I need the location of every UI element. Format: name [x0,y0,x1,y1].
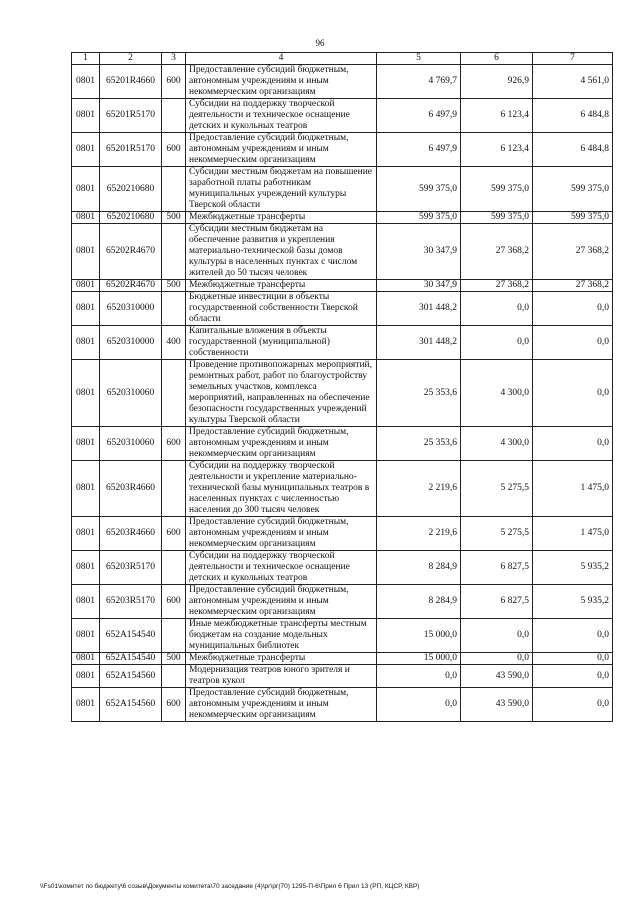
amount-year2-cell: 599 375,0 [461,167,533,212]
amount-year2-cell: 0,0 [461,619,533,653]
amount-year3-cell: 5 935,2 [533,585,613,619]
amount-year3-cell: 1 475,0 [533,461,613,517]
amount-year1-cell: 30 347,9 [377,280,461,292]
description-cell: Предоставление субсидий бюджетным, автономным учреждениям и иным некоммерческим организациям [186,688,377,722]
section-code-cell: 0801 [72,427,100,461]
description-cell: Субсидии на поддержку творческой деятельности и укрепление материально-технической базы муниципальных театров в населенных пунктах с численностью населения до 300 тысяч человек [186,461,377,517]
amount-year1-cell: 599 375,0 [377,167,461,212]
expense-type-cell [162,551,186,585]
target-article-cell: 65202R4670 [100,280,162,292]
column-header: 5 [377,53,461,65]
amount-year3-cell: 27 368,2 [533,224,613,280]
expense-type-cell: 500 [162,653,186,665]
amount-year1-cell: 30 347,9 [377,224,461,280]
expense-type-cell [162,665,186,688]
section-code-cell: 0801 [72,167,100,212]
target-article-cell: 65201R5170 [100,133,162,167]
description-cell: Предоставление субсидий бюджетным, автономным учреждениям и иным некоммерческим организациям [186,517,377,551]
amount-year1-cell: 301 448,2 [377,292,461,326]
target-article-cell: 652A154540 [100,619,162,653]
table-row [72,133,613,167]
section-code-cell: 0801 [72,517,100,551]
section-code-cell: 0801 [72,133,100,167]
target-article-cell: 6520310000 [100,292,162,326]
description-cell: Предоставление субсидий бюджетным, автономным учреждениям и иным некоммерческим организациям [186,65,377,99]
table-row [72,665,613,688]
target-article-cell: 6520310060 [100,427,162,461]
table-row [72,99,613,133]
table-row [72,326,613,360]
header-row [72,53,613,65]
amount-year3-cell: 599 375,0 [533,212,613,224]
table-row [72,653,613,665]
amount-year3-cell: 0,0 [533,427,613,461]
footer-file-path: \\Fs01\комитет по бюджету\6 созыв\Документы комитета\70 заседание (4)\рг\рг(70) 1295-П-6\Прил 6 Прил 13 (РП, КЦСР, КВР) [40,883,420,890]
amount-year1-cell: 0,0 [377,665,461,688]
expense-type-cell [162,99,186,133]
target-article-cell: 65203R4660 [100,517,162,551]
section-code-cell: 0801 [72,224,100,280]
amount-year1-cell: 6 497,9 [377,133,461,167]
amount-year3-cell: 0,0 [533,653,613,665]
amount-year3-cell: 6 484,8 [533,133,613,167]
amount-year3-cell: 1 475,0 [533,517,613,551]
column-header: 6 [461,53,533,65]
amount-year2-cell: 4 300,0 [461,360,533,427]
description-cell: Проведение противопожарных мероприятий, ремонтных работ, работ по благоустройству земельных участков, комплекса мероприятий, направленных на обеспечение безопасности государственных учреждений культуры Тверской области [186,360,377,427]
expense-type-cell: 600 [162,585,186,619]
table-row [72,461,613,517]
target-article-cell: 6520210680 [100,167,162,212]
amount-year2-cell: 0,0 [461,653,533,665]
table-row [72,212,613,224]
description-cell: Межбюджетные трансферты [186,280,377,292]
table-row [72,65,613,99]
amount-year3-cell: 0,0 [533,619,613,653]
table-row [72,280,613,292]
target-article-cell: 65203R4660 [100,461,162,517]
amount-year3-cell: 599 375,0 [533,167,613,212]
expense-type-cell: 500 [162,212,186,224]
amount-year1-cell: 2 219,6 [377,461,461,517]
amount-year1-cell: 6 497,9 [377,99,461,133]
amount-year2-cell: 4 300,0 [461,427,533,461]
amount-year1-cell: 15 000,0 [377,653,461,665]
table-row [72,517,613,551]
table-row [72,427,613,461]
description-cell: Капитальные вложения в объекты государственной (муниципальной) собственности [186,326,377,360]
expense-type-cell [162,167,186,212]
amount-year1-cell: 25 353,6 [377,427,461,461]
target-article-cell: 65203R5170 [100,585,162,619]
amount-year2-cell: 6 827,5 [461,551,533,585]
amount-year1-cell: 301 448,2 [377,326,461,360]
expense-type-cell [162,619,186,653]
target-article-cell: 6520310000 [100,326,162,360]
expense-type-cell: 500 [162,280,186,292]
amount-year2-cell: 43 590,0 [461,665,533,688]
amount-year1-cell: 15 000,0 [377,619,461,653]
target-article-cell: 652A154560 [100,665,162,688]
amount-year2-cell: 0,0 [461,292,533,326]
amount-year3-cell: 4 561,0 [533,65,613,99]
table-row [72,167,613,212]
expense-type-cell: 400 [162,326,186,360]
table-row [72,619,613,653]
target-article-cell: 652A154560 [100,688,162,722]
section-code-cell: 0801 [72,619,100,653]
section-code-cell: 0801 [72,653,100,665]
amount-year2-cell: 6 827,5 [461,585,533,619]
column-header: 3 [162,53,186,65]
expense-type-cell: 600 [162,427,186,461]
amount-year3-cell: 6 484,8 [533,99,613,133]
amount-year3-cell: 0,0 [533,665,613,688]
section-code-cell: 0801 [72,688,100,722]
description-cell: Субсидии на поддержку творческой деятельности и техническое оснащение детских и кукольных театров [186,99,377,133]
amount-year1-cell: 8 284,9 [377,585,461,619]
amount-year1-cell: 2 219,6 [377,517,461,551]
expense-type-cell: 600 [162,65,186,99]
amount-year1-cell: 25 353,6 [377,360,461,427]
section-code-cell: 0801 [72,461,100,517]
target-article-cell: 65203R5170 [100,551,162,585]
table-row [72,688,613,722]
table-row [72,224,613,280]
section-code-cell: 0801 [72,292,100,326]
amount-year3-cell: 27 368,2 [533,280,613,292]
amount-year1-cell: 0,0 [377,688,461,722]
target-article-cell: 65201R5170 [100,99,162,133]
section-code-cell: 0801 [72,212,100,224]
amount-year3-cell: 0,0 [533,292,613,326]
amount-year2-cell: 0,0 [461,326,533,360]
section-code-cell: 0801 [72,585,100,619]
column-header: 4 [186,53,377,65]
column-header: 2 [100,53,162,65]
column-header: 7 [533,53,613,65]
description-cell: Межбюджетные трансферты [186,653,377,665]
section-code-cell: 0801 [72,665,100,688]
expense-type-cell [162,461,186,517]
expense-type-cell [162,224,186,280]
amount-year1-cell: 8 284,9 [377,551,461,585]
table-row [72,551,613,585]
expense-type-cell: 600 [162,517,186,551]
budget-table [71,52,613,722]
description-cell: Предоставление субсидий бюджетным, автономным учреждениям и иным некоммерческим организациям [186,585,377,619]
amount-year1-cell: 599 375,0 [377,212,461,224]
amount-year2-cell: 599 375,0 [461,212,533,224]
description-cell: Модернизация театров юного зрителя и театров кукол [186,665,377,688]
amount-year2-cell: 5 275,5 [461,517,533,551]
expense-type-cell [162,292,186,326]
description-cell: Иные межбюджетные трансферты местным бюджетам на создание модельных муниципальных библиотек [186,619,377,653]
amount-year3-cell: 0,0 [533,326,613,360]
amount-year2-cell: 27 368,2 [461,280,533,292]
column-header: 1 [72,53,100,65]
amount-year2-cell: 6 123,4 [461,99,533,133]
table-row [72,292,613,326]
amount-year3-cell: 0,0 [533,360,613,427]
section-code-cell: 0801 [72,280,100,292]
amount-year2-cell: 6 123,4 [461,133,533,167]
expense-type-cell: 600 [162,688,186,722]
section-code-cell: 0801 [72,551,100,585]
target-article-cell: 652A154540 [100,653,162,665]
description-cell: Субсидии местным бюджетам на обеспечение развития и укрепления материально-технической базы домов культуры в населенных пунктах с числом жителей до 50 тысяч человек [186,224,377,280]
amount-year3-cell: 5 935,2 [533,551,613,585]
target-article-cell: 6520210680 [100,212,162,224]
description-cell: Предоставление субсидий бюджетным, автономным учреждениям и иным некоммерческим организациям [186,133,377,167]
page-number: 96 [315,38,325,48]
section-code-cell: 0801 [72,99,100,133]
expense-type-cell [162,360,186,427]
section-code-cell: 0801 [72,65,100,99]
target-article-cell: 65202R4670 [100,224,162,280]
amount-year2-cell: 926,9 [461,65,533,99]
description-cell: Субсидии местным бюджетам на повышение заработной платы работникам муниципальных учреждений культуры Тверской области [186,167,377,212]
target-article-cell: 65201R4660 [100,65,162,99]
description-cell: Бюджетные инвестиции в объекты государственной собственности Тверской области [186,292,377,326]
amount-year2-cell: 27 368,2 [461,224,533,280]
amount-year1-cell: 4 769,7 [377,65,461,99]
amount-year3-cell: 0,0 [533,688,613,722]
expense-type-cell: 600 [162,133,186,167]
description-cell: Межбюджетные трансферты [186,212,377,224]
section-code-cell: 0801 [72,360,100,427]
description-cell: Предоставление субсидий бюджетным, автономным учреждениям и иным некоммерческим организациям [186,427,377,461]
amount-year2-cell: 43 590,0 [461,688,533,722]
target-article-cell: 6520310060 [100,360,162,427]
table-row [72,360,613,427]
table-row [72,585,613,619]
description-cell: Субсидии на поддержку творческой деятельности и техническое оснащение детских и кукольных театров [186,551,377,585]
amount-year2-cell: 5 275,5 [461,461,533,517]
section-code-cell: 0801 [72,326,100,360]
